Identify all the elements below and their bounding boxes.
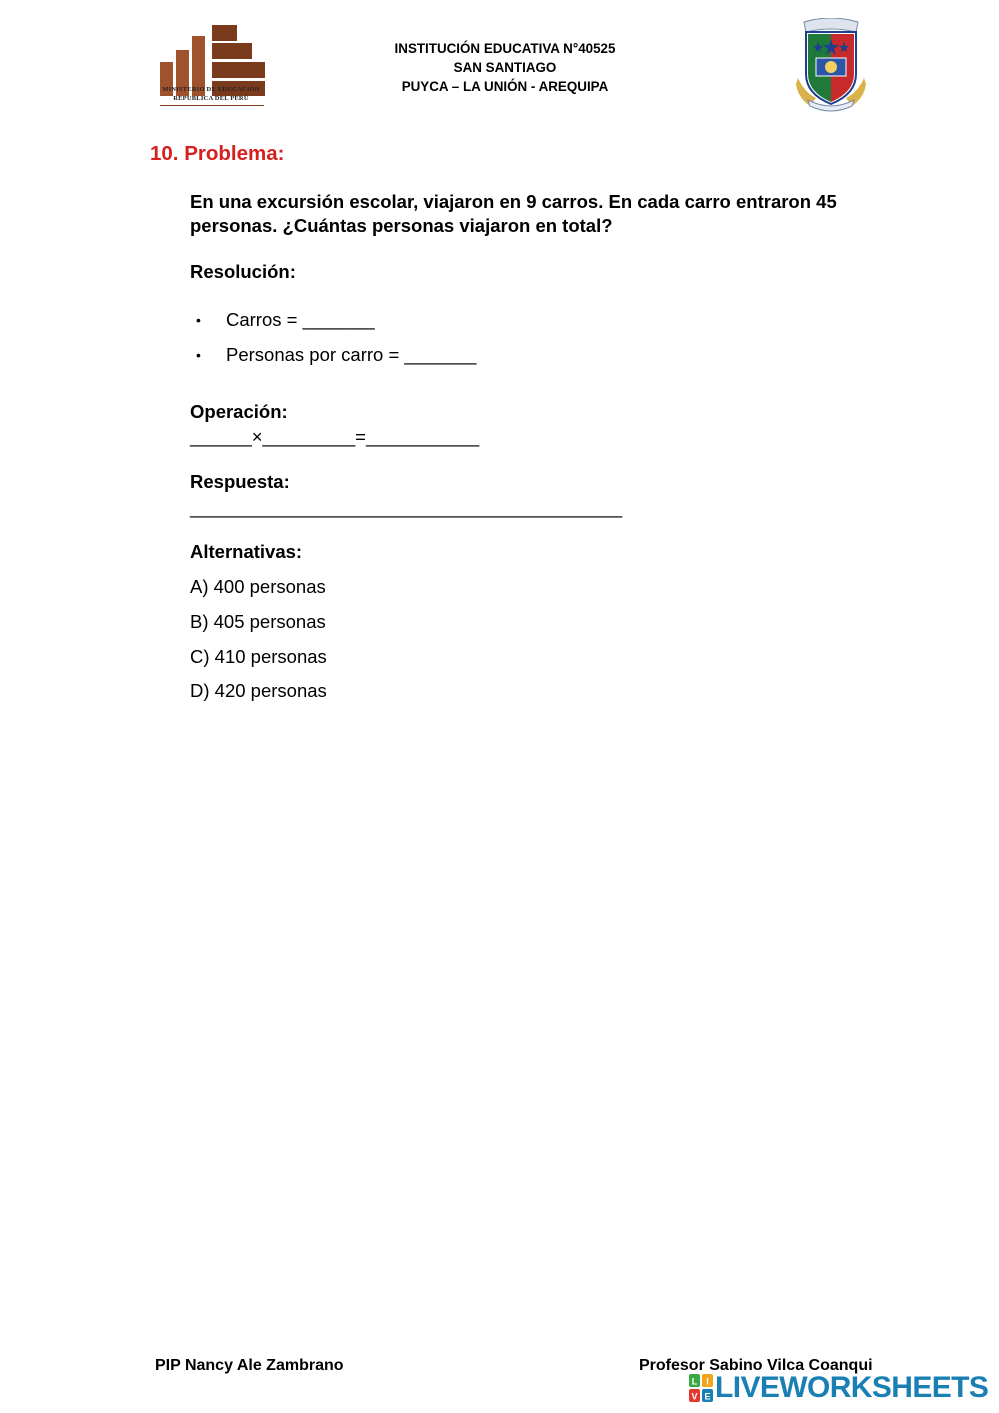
cars-blank[interactable]: Carros = _______: [226, 309, 375, 330]
option-c[interactable]: C) 410 personas: [190, 646, 327, 667]
operation-blank[interactable]: ______×_________=___________: [190, 426, 480, 447]
answer-blank[interactable]: __________________________________________: [190, 497, 623, 518]
icon-letter: E: [704, 1391, 711, 1402]
footer-right: Profesor Sabino Vilca Coanqui: [639, 1357, 873, 1374]
problem-title: 10. Problema:: [150, 142, 285, 165]
school-line-1: INSTITUCIÓN EDUCATIVA N°40525: [394, 41, 616, 56]
school-crest-icon: [796, 18, 866, 112]
icon-letter: I: [706, 1376, 709, 1387]
resolution-label: Resolución:: [190, 261, 296, 282]
people-per-car-blank[interactable]: Personas por carro = _______: [226, 344, 477, 365]
school-line-2: SAN SANTIAGO: [453, 60, 557, 75]
icon-letter: V: [691, 1391, 698, 1402]
footer-left: PIP Nancy Ale Zambrano: [155, 1357, 344, 1374]
icon-letter: L: [691, 1376, 698, 1387]
minedu-logo: [155, 22, 267, 108]
option-a[interactable]: A) 400 personas: [190, 576, 326, 597]
liveworksheets-logo-icon: [689, 1374, 713, 1402]
school-header: [300, 39, 710, 96]
logo-line-2: REPUBLICA DEL PERÚ: [173, 95, 249, 102]
bullet-icon: •: [196, 347, 201, 363]
bullet-icon: •: [196, 312, 201, 328]
alternatives-label: Alternativas:: [190, 541, 303, 562]
liveworksheets-watermark[interactable]: [689, 1371, 989, 1405]
answer-label: Respuesta:: [190, 471, 290, 492]
problem-statement: En una excursión escolar, viajaron en 9 carros. En cada carro entraron 45 personas. ¿Cuántas personas viajaron en total?: [190, 191, 837, 236]
operation-label: Operación:: [190, 401, 288, 422]
option-b[interactable]: B) 405 personas: [190, 611, 326, 632]
logo-line-1: MINISTERIO DE EDUCACIÓN: [162, 86, 260, 93]
watermark-text: LIVEWORKSHEETS: [715, 1371, 989, 1404]
option-d[interactable]: D) 420 personas: [190, 680, 327, 701]
school-line-3: PUYCA – LA UNIÓN - AREQUIPA: [401, 79, 609, 94]
